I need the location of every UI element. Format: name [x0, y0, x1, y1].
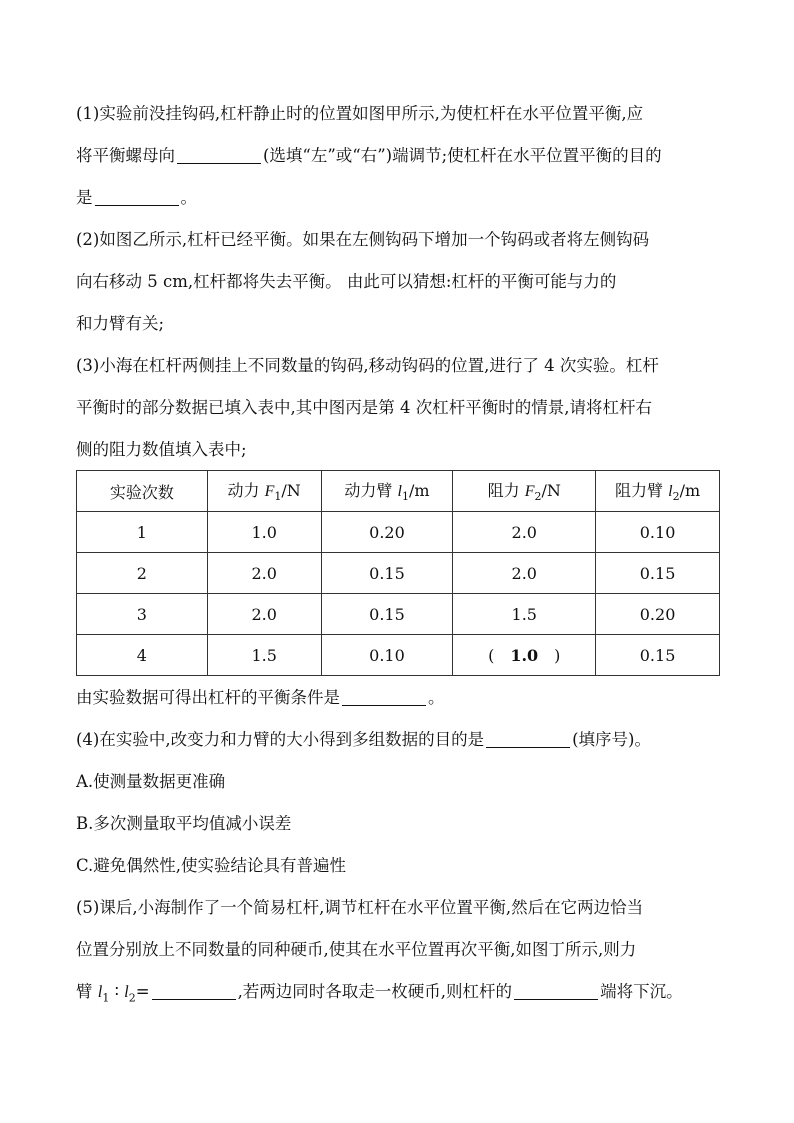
q4-option-b: B.多次测量取平均值减小误差 — [76, 814, 292, 833]
table-cell: 1.0 — [207, 512, 321, 553]
header-effort-force: 动力 $F_1/N$ — [207, 471, 321, 512]
equals-sign: = — [135, 982, 150, 1001]
table-cell: 2.0 — [453, 553, 596, 594]
question-page — [76, 100, 720, 1020]
q4-option-c: C.避免偶然性,使实验结论具有普遍性 — [76, 856, 347, 875]
table-row — [77, 553, 720, 594]
q2-line2: 向右移动 5 cm,杠杆都将失去平衡。 由此可以猜想:杠杆的平衡可能与力的 — [76, 272, 617, 291]
table-cell: 1 — [77, 512, 208, 553]
q5-line1: (5)课后,小海制作了一个简易杠杆,调节杠杆在水平位置平衡,然后在它两边恰当 — [76, 898, 644, 917]
header-trial: 实验次数 — [77, 471, 208, 512]
q3-line2: 平衡时的部分数据已填入表中,其中图丙是第 4 次杠杆平衡时的情景,请将杠杆右 — [76, 398, 652, 417]
q5-line3-a: 臂 — [76, 982, 98, 1001]
q1-line2-a: 将平衡螺母向 — [76, 146, 175, 165]
q4-option-a: A.使测量数据更准确 — [76, 772, 226, 791]
header-effort-arm: 动力臂 $l_1/m$ — [321, 471, 453, 512]
table-cell: 0.15 — [321, 594, 453, 635]
q3-line1: (3)小海在杠杆两侧挂上不同数量的钩码,移动钩码的位置,进行了 4 次实验。杠杆 — [76, 356, 659, 375]
q1-blank-purpose[interactable] — [95, 187, 179, 206]
q4-line1 — [76, 726, 720, 754]
q3-line3: 侧的阻力数值填入表中; — [76, 440, 247, 459]
q4-blank-choice[interactable] — [486, 729, 570, 748]
q2-line3: 和力臂有关; — [76, 314, 165, 333]
sub-1: 1 — [102, 991, 110, 1005]
table-cell: 2.0 — [207, 594, 321, 635]
table-row — [77, 512, 720, 553]
q5-line3 — [76, 978, 720, 1006]
table-cell: 0.15 — [596, 635, 720, 676]
q3-after — [76, 684, 720, 712]
q4-line1-a: (4)在实验中,改变力和力臂的大小得到多组数据的目的是 — [76, 730, 485, 749]
header-load-force: 阻力 $F_2/N$ — [453, 471, 596, 512]
ratio-symbol: ∶ — [109, 982, 125, 1001]
q5-blank-ratio[interactable] — [152, 981, 236, 1000]
q1-line3-a: 是 — [76, 188, 93, 207]
q1-blank-direction[interactable] — [177, 145, 261, 164]
table-cell: 1.5 — [207, 635, 321, 676]
var-l2: l — [124, 982, 129, 1001]
table-header-row — [77, 471, 720, 512]
sub-2: 2 — [128, 991, 136, 1005]
q5-line2: 位置分别放上不同数量的同种硬币,使其在水平位置再次平衡,如图丁所示,则力 — [76, 940, 637, 959]
q2-line1: (2)如图乙所示,杠杆已经平衡。如果在左侧钩码下增加一个钩码或者将左侧钩码 — [76, 230, 650, 249]
q5-line3-b: ,若两边同时各取走一枚硬币,则杠杆的 — [237, 982, 513, 1001]
row4-answer: 1.0 — [510, 645, 539, 665]
q3-after-a: 由实验数据可得出杠杆的平衡条件是 — [76, 688, 340, 707]
q1-line1: (1)实验前没挂钩码,杠杆静止时的位置如图甲所示,为使杠杆在水平位置平衡,应 — [76, 104, 644, 123]
var-l1: l — [97, 982, 103, 1001]
table-cell: 2 — [77, 553, 208, 594]
table-cell: 0.20 — [596, 594, 720, 635]
q1-line3 — [76, 184, 720, 212]
table-cell: 0.10 — [321, 635, 453, 676]
table-cell: 3 — [77, 594, 208, 635]
q3-after-b: 。 — [428, 688, 445, 707]
q1-line3-b: 。 — [180, 188, 197, 207]
table-cell: 1.5 — [453, 594, 596, 635]
table-cell: 0.15 — [321, 553, 453, 594]
q4-line1-b: (填序号)。 — [572, 730, 651, 749]
table-cell: 4 — [77, 635, 208, 676]
header-load-arm: 阻力臂 $l_2/m$ — [596, 471, 720, 512]
table-row — [77, 594, 720, 635]
q5-line3-c: 端将下沉。 — [600, 982, 683, 1001]
row4-answer-cell[interactable]: ( 1.0 ) — [453, 635, 596, 676]
q1-line2 — [76, 142, 720, 170]
table-cell: 2.0 — [453, 512, 596, 553]
q3-blank-condition[interactable] — [342, 687, 426, 706]
table-row — [77, 635, 720, 676]
table-cell: 0.15 — [596, 553, 720, 594]
table-cell: 2.0 — [207, 553, 321, 594]
data-table — [76, 470, 720, 676]
table-cell: 0.10 — [596, 512, 720, 553]
q5-blank-side[interactable] — [514, 981, 598, 1000]
q1-line2-b: (选填“左”或“右”)端调节;使杠杆在水平位置平衡的目的 — [263, 146, 662, 165]
table-cell: 0.20 — [321, 512, 453, 553]
